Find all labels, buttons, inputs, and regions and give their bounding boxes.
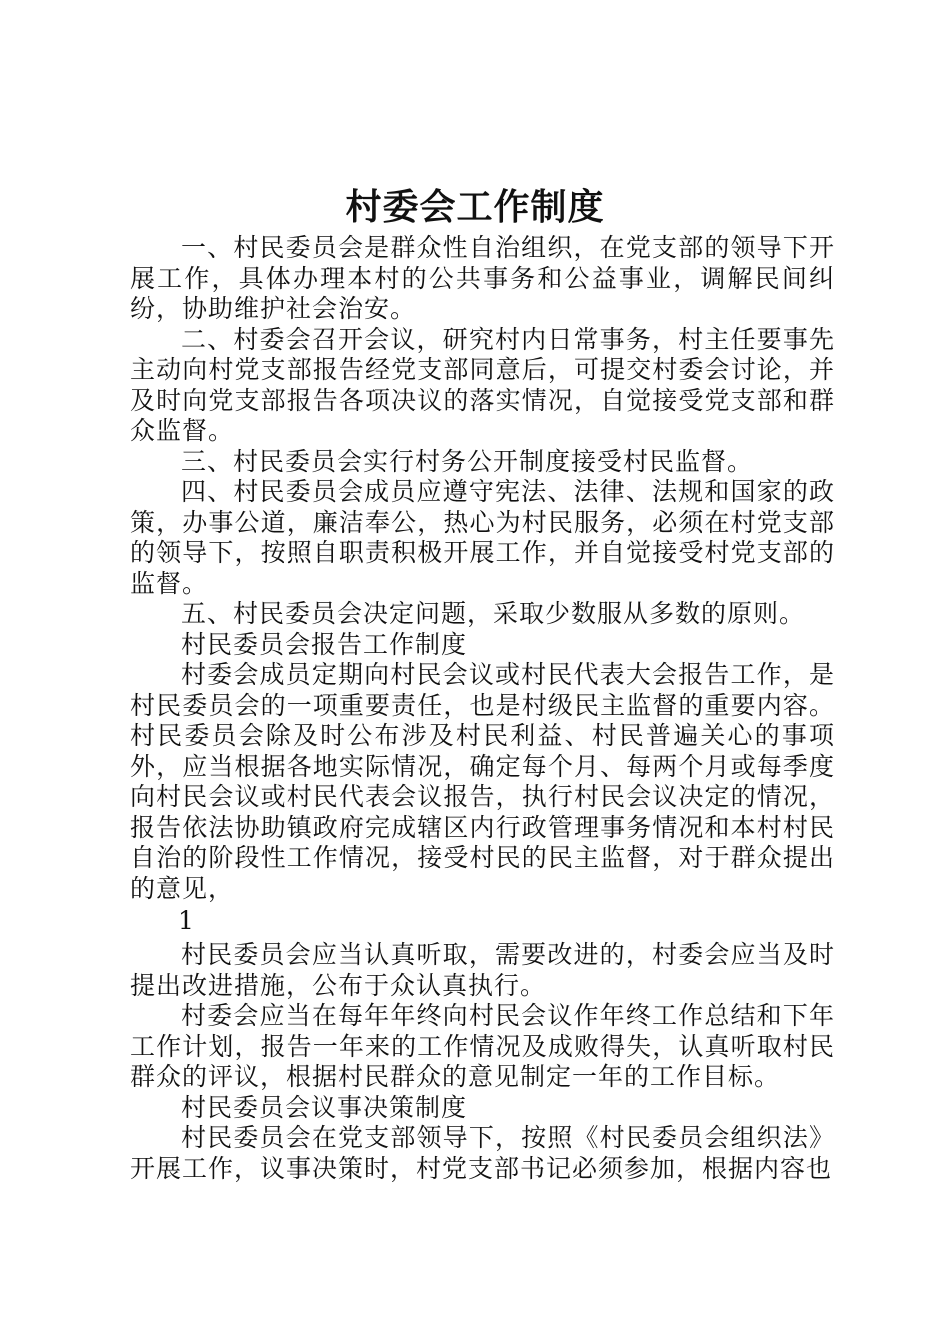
section-heading-decision: 村民委员会议事决策制度 xyxy=(181,1092,468,1122)
paragraph-4: 四、村民委员会成员应遵守宪法、法律、法规和国家的政策，办事公道，廉洁奉公，热心为村民服务，必须在村党支部的领导下，按照自职责积极开展工作，并自觉接受村党支部的监督。 xyxy=(130,477,835,598)
paragraph-6: 村委会成员定期向村民会议或村民代表大会报告工作，是村民委员会的一项重要责任，也是村级民主监督的重要内容。村民委员会除及时公布涉及村民利益、村民普遍关心的事项外，应当根据各地实际情况，确定每个月、每两个月或每季度向村民会议或村民代表会议报告，执行村民会议决定的情况，报告依法协助镇政府完成辖区内行政管理事务情况和本村村民自治的阶段性工作情况，接受村民的民主监督，对于群众提出的意见， xyxy=(130,660,835,903)
paragraph-9: 村民委员会在党支部领导下，按照《村民委员会组织法》开展工作，议事决策时，村党支部书记必须参加，根据内容也 xyxy=(130,1123,835,1183)
body-block-1 xyxy=(130,233,835,904)
body-block-2 xyxy=(130,940,835,1184)
paragraph-7: 村民委员会应当认真听取，需要改进的，村委会应当及时提出改进措施，公布于众认真执行。 xyxy=(130,940,835,1000)
paragraph-1: 一、村民委员会是群众性自治组织，在党支部的领导下开展工作，具体办理本村的公共事务和公益事业，调解民间纠纷，协助维护社会治安。 xyxy=(130,233,835,323)
document-title: 村委会工作制度 xyxy=(345,186,605,228)
page-number: 1 xyxy=(178,906,194,935)
paragraph-5: 五、村民委员会决定问题，采取少数服从多数的原则。 xyxy=(181,599,806,628)
paragraph-8: 村委会应当在每年年终向村民会议作年终工作总结和下年工作计划，报告一年来的工作情况及成败得失，认真听取村民群众的评议，根据村民群众的意见制定一年的工作目标。 xyxy=(130,1001,835,1091)
paragraph-3: 三、村民委员会实行村务公开制度接受村民监督。 xyxy=(181,446,754,476)
section-heading-report: 村民委员会报告工作制度 xyxy=(181,629,468,659)
paragraph-2: 二、村委会召开会议，研究村内日常事务，村主任要事先主动向村党支部报告经党支部同意后，可提交村委会讨论，并及时向党支部报告各项决议的落实情况，自觉接受党支部和群众监督。 xyxy=(130,324,835,445)
